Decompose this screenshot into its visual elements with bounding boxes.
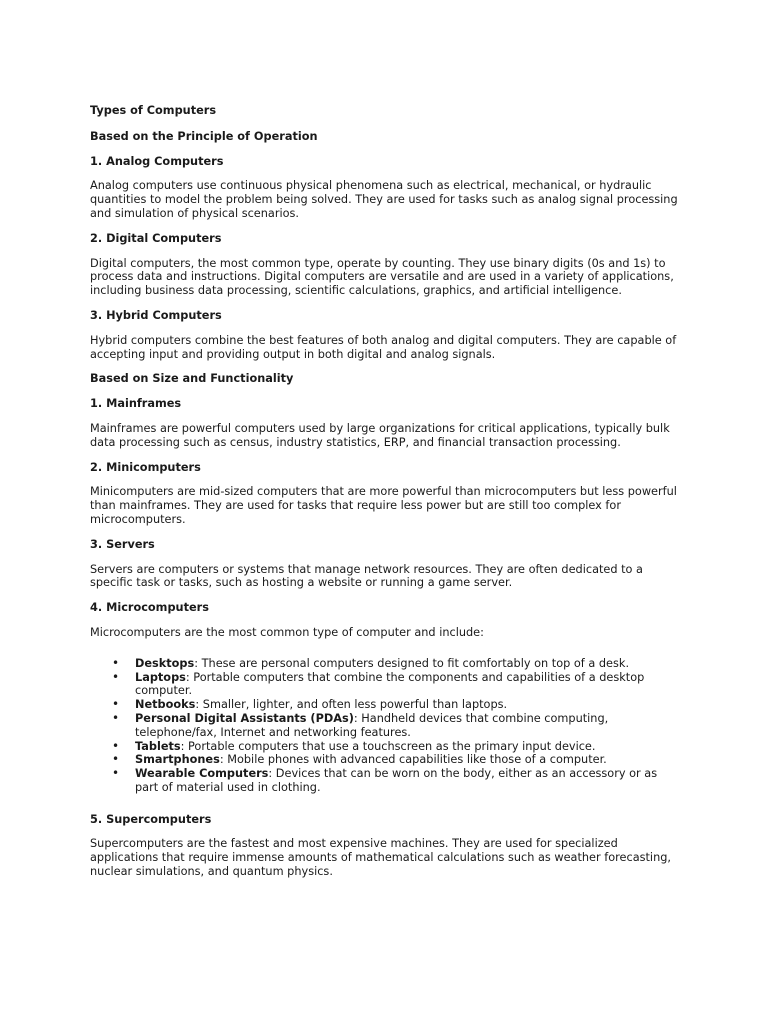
servers-paragraph: Servers are computers or systems that manage network resources. They are often dedicated to a specific task or tasks, such as hosting a website or running a game server.: [90, 562, 643, 590]
list-item-tablets: [90, 740, 682, 754]
microcomputers-intro: Microcomputers are the most common type of computer and include:: [90, 625, 484, 639]
bullet-icon: •: [112, 655, 120, 670]
bullet-icon: •: [112, 752, 120, 767]
bullet-icon: •: [112, 766, 120, 781]
bullet-icon: •: [112, 738, 120, 753]
digital-paragraph: Digital computers, the most common type, operate by counting. They use binary digits (0s and 1s) to process data and instructions. Digital computers are versatile and are used in a variety of applications, including business data processing, scientific calculations, graphics, and artificial intelligence.: [90, 256, 674, 298]
list-term: Laptops: [135, 670, 186, 684]
list-item-netbooks: [90, 698, 682, 712]
list-term: Wearable Computers: [135, 767, 269, 781]
microcomputers-heading: 4. Microcomputers: [90, 601, 209, 615]
bullet-icon: •: [112, 710, 120, 725]
list-description: : Portable computers that combine the components and capabilities of a desktop computer.: [135, 670, 645, 698]
minicomputers-heading: 2. Minicomputers: [90, 460, 201, 474]
list-description: : Smaller, lighter, and often less powerful than laptops.: [195, 698, 508, 712]
document-title: Types of Computers: [90, 104, 217, 117]
document-body: [90, 104, 682, 890]
analog-paragraph: Analog computers use continuous physical phenomena such as electrical, mechanical, or hydraulic quantities to model the problem being solved. They are used for tasks such as analog signal processing and simulation of physical scenarios.: [90, 179, 678, 220]
list-item-desktops: [90, 657, 682, 671]
list-term: Smartphones: [135, 753, 220, 767]
minicomputers-paragraph: Minicomputers are mid-sized computers that are more powerful than microcomputers but less powerful than mainframes. They are used for tasks that require less power but are still too complex for microcomputers.: [90, 485, 677, 526]
list-description: : Devices that can be worn on the body, either as an accessory or as part of material used in clothing.: [135, 767, 658, 794]
hybrid-paragraph: Hybrid computers combine the best features of both analog and digital computers. They are capable of accepting input and providing output in both digital and analog signals.: [90, 333, 677, 361]
microcomputers-list: [90, 657, 682, 795]
list-description: : Mobile phones with advanced capabilities like those of a computer.: [219, 753, 607, 767]
list-term: Personal Digital Assistants (PDAs): [135, 711, 354, 725]
servers-heading: 3. Servers: [90, 537, 155, 551]
mainframes-paragraph: Mainframes are powerful computers used by large organizations for critical applications, typically bulk data processing such as census, industry statistics, ERP, and financial transaction processing.: [90, 421, 670, 449]
list-item-laptops: [90, 671, 682, 699]
list-item-smartphones: [90, 753, 682, 767]
list-description: : Portable computers that use a touchscreen as the primary input device.: [180, 739, 596, 753]
list-term: Desktops: [135, 656, 195, 670]
list-term: Tablets: [135, 739, 181, 753]
list-item-pdas: [90, 712, 682, 740]
bullet-icon: •: [112, 697, 120, 712]
section-heading-size: Based on Size and Functionality: [90, 372, 294, 386]
hybrid-heading: 3. Hybrid Computers: [90, 308, 222, 322]
bullet-icon: •: [112, 669, 120, 684]
list-description: : These are personal computers designed to fit comfortably on top of a desk.: [194, 656, 630, 670]
list-term: Netbooks: [135, 698, 196, 712]
mainframes-heading: 1. Mainframes: [90, 397, 182, 411]
section-heading-principle: Based on the Principle of Operation: [90, 129, 318, 143]
list-item-wearables: [90, 767, 682, 795]
digital-heading: 2. Digital Computers: [90, 231, 222, 245]
list-description: : Handheld devices that combine computing, telephone/fax, Internet and networking features.: [135, 711, 609, 739]
supercomputers-heading: 5. Supercomputers: [90, 812, 212, 826]
supercomputers-paragraph: Supercomputers are the fastest and most expensive machines. They are used for specialized applications that require immense amounts of mathematical calculations such as weather forecasting, nuclear simulations, and quantum physics.: [90, 837, 671, 879]
analog-heading: 1. Analog Computers: [90, 154, 224, 168]
